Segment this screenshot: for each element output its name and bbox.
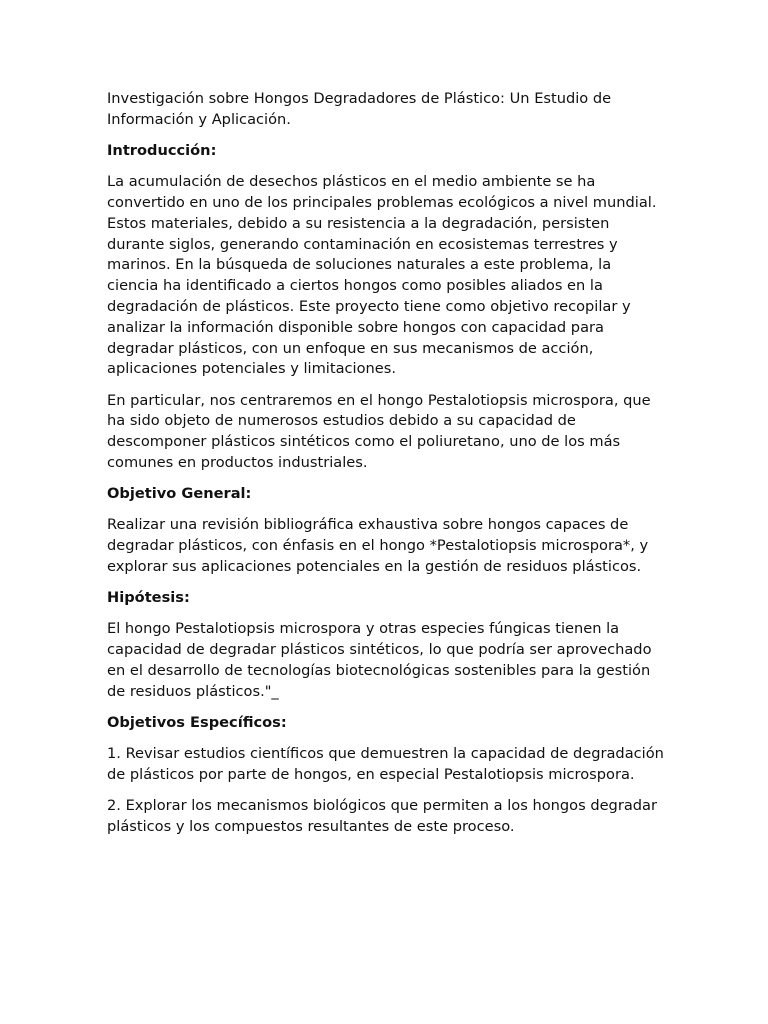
introduction-paragraph-2: En particular, nos centraremos en el hongo Pestalotiopsis microspora, que ha sido objeto de numerosos estudios debido a su capacidad de descomponer plásticos sintéticos como el poliuretano, uno de los más comunes en productos industriales. xyxy=(107,391,651,471)
hypothesis-heading: Hipótesis: xyxy=(107,589,190,607)
general-objective-text: Realizar una revisión bibliográfica exhaustiva sobre hongos capaces de degradar plásticos, con énfasis en el hongo *Pestalotiopsis microspora*, y explorar sus aplicaciones potenciales en la gestión de residuos plásticos. xyxy=(107,516,649,575)
specific-objective-item: 1. Revisar estudios científicos que demuestren la capacidad de degradación de plásticos por parte de hongos, en especial Pestalotiopsis microspora. xyxy=(107,745,664,783)
introduction-heading: Introducción: xyxy=(107,141,217,159)
specific-objective-item: 2. Explorar los mecanismos biológicos que permiten a los hongos degradar plásticos y los compuestos resultantes de este proceso. xyxy=(107,797,657,835)
general-objective-heading: Objetivo General: xyxy=(107,485,252,503)
introduction-paragraph-1: La acumulación de desechos plásticos en el medio ambiente se ha convertido en uno de los principales problemas ecológicos a nivel mundial. Estos materiales, debido a su resistencia a la degradación, persisten durante siglos, generando contaminación en ecosistemas terrestres y marinos. En la búsqueda de soluciones naturales a este problema, la ciencia ha identificado a ciertos hongos como posibles aliados en la degradación de plásticos. Este proyecto tiene como objetivo recopilar y analizar la información disponible sobre hongos con capacidad para degradar plásticos, con un enfoque en sus mecanismos de acción, aplicaciones potenciales y limitaciones. xyxy=(107,173,657,378)
specific-objectives-heading: Objetivos Específicos: xyxy=(107,713,287,731)
hypothesis-text: El hongo Pestalotiopsis microspora y otras especies fúngicas tienen la capacidad de degradar plásticos sintéticos, lo que podría ser aprovechado en el desarrollo de tecnologías biotecnológicas sostenibles para la gestión de residuos plásticos."_ xyxy=(107,620,652,700)
document-page xyxy=(107,89,667,848)
document-title: Investigación sobre Hongos Degradadores de Plástico: Un Estudio de Información y Aplicación. xyxy=(107,90,612,128)
